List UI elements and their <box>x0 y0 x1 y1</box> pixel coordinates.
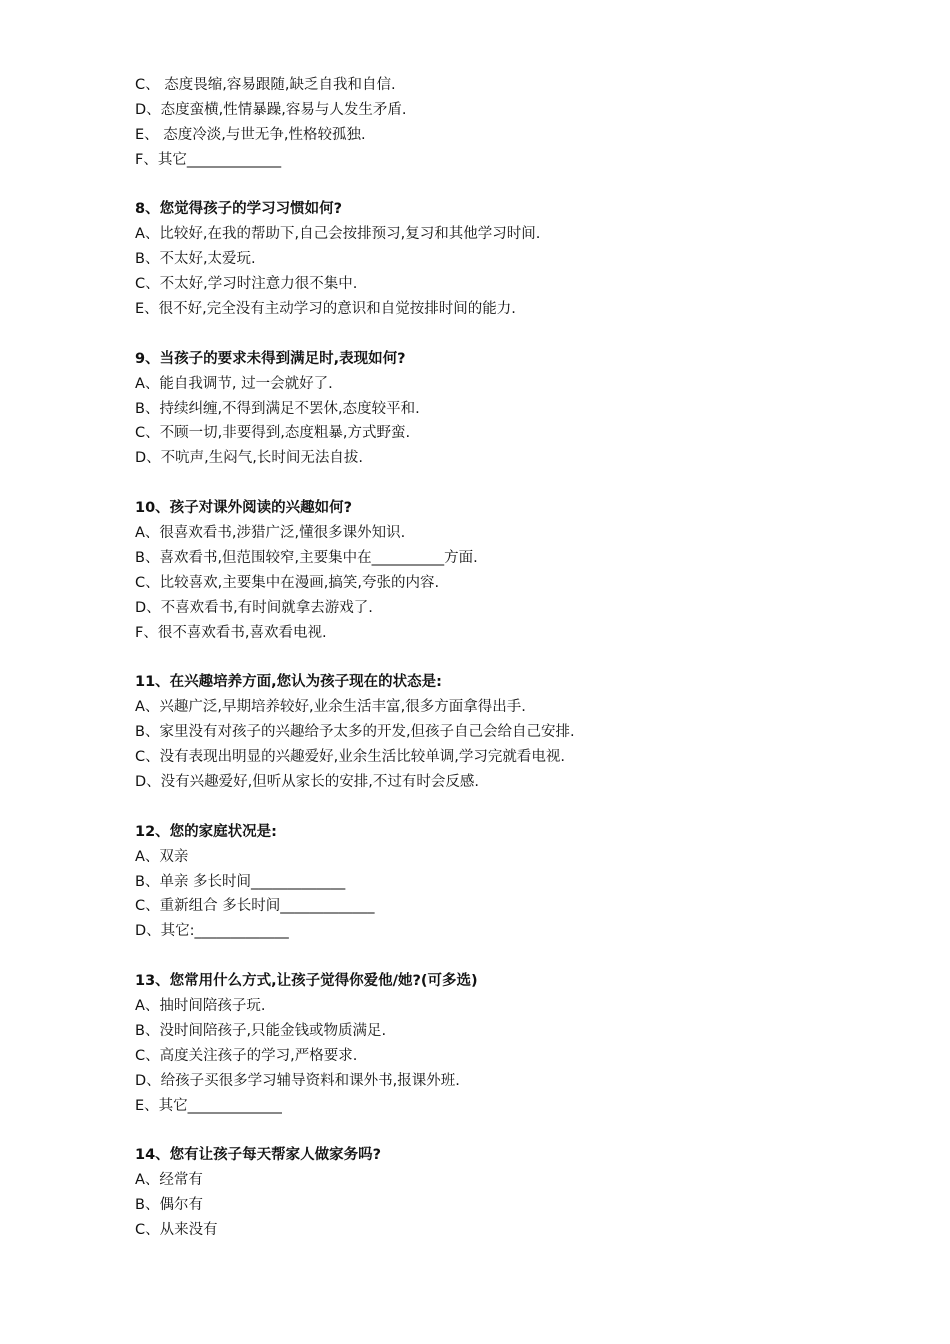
answer-option: B、家里没有对孩子的兴趣给予太多的开发,但孩子自己会给自己安排. <box>135 724 575 741</box>
answer-option: C、重新组合 多长时间_____________ <box>135 898 375 915</box>
answer-option: C、不太好,学习时注意力很不集中. <box>135 276 358 293</box>
answer-option: C、没有表现出明显的兴趣爱好,业余生活比较单调,学习完就看电视. <box>135 749 565 766</box>
section-gap <box>135 645 855 670</box>
answer-option: D、不喜欢看书,有时间就拿去游戏了. <box>135 599 373 616</box>
answer-option: B、持续纠缠,不得到满足不罢休,态度较平和. <box>135 400 420 417</box>
section-gap <box>135 173 855 198</box>
answer-option: C、高度关注孩子的学习,严格要求. <box>135 1047 358 1064</box>
answer-option: C、 态度畏缩,容易跟随,缺乏自我和自信. <box>135 77 396 93</box>
answer-option: D、没有兴趣爱好,但听从家长的安排,不过有时会反感. <box>135 773 479 790</box>
answer-option: E、很不好,完全没有主动学习的意识和自觉按排时间的能力. <box>135 301 516 318</box>
answer-option: B、不太好,太爱玩. <box>135 251 256 268</box>
question-title: 8、您觉得孩子的学习习惯如何? <box>135 201 342 218</box>
answer-option: A、很喜欢看书,涉猎广泛,懂很多课外知识. <box>135 525 406 542</box>
section-gap <box>135 322 855 347</box>
answer-option: B、没时间陪孩子,只能金钱或物质满足. <box>135 1022 387 1039</box>
answer-option: C、不顾一切,非要得到,态度粗暴,方式野蛮. <box>135 425 411 442</box>
answer-option: C、从来没有 <box>135 1221 218 1238</box>
answer-option: F、很不喜欢看书,喜欢看电视. <box>135 624 327 641</box>
answer-option: A、能自我调节, 过一会就好了. <box>135 375 333 392</box>
answer-option: E、其它_____________ <box>135 1097 282 1114</box>
question-title: 9、当孩子的要求未得到满足时,表现如何? <box>135 350 406 367</box>
answer-option: D、不吭声,生闷气,长时间无法自拔. <box>135 450 363 467</box>
answer-option: A、双亲 <box>135 848 189 865</box>
answer-option: B、喜欢看书,但范围较窄,主要集中在__________方面. <box>135 549 478 566</box>
answer-option: A、抽时间陪孩子玩. <box>135 997 266 1014</box>
answer-option: D、其它:_____________ <box>135 923 289 940</box>
section-gap <box>135 944 855 969</box>
answer-option: D、给孩子买很多学习辅导资料和课外书,报课外班. <box>135 1072 460 1089</box>
answer-option: B、单亲 多长时间_____________ <box>135 873 346 890</box>
section-gap <box>135 795 855 820</box>
answer-option: E、 态度冷淡,与世无争,性格较孤独. <box>135 126 366 143</box>
answer-option: A、兴趣广泛,早期培养较好,业余生活丰富,很多方面拿得出手. <box>135 699 526 716</box>
question-title: 14、您有让孩子每天帮家人做家务吗? <box>135 1147 382 1164</box>
answer-option: C、比较喜欢,主要集中在漫画,搞笑,夸张的内容. <box>135 574 440 591</box>
section-gap <box>135 471 855 496</box>
questionnaire-body <box>135 73 855 1243</box>
question-title: 12、您的家庭状况是: <box>135 823 277 840</box>
answer-option: A、比较好,在我的帮助下,自己会按排预习,复习和其他学习时间. <box>135 226 541 243</box>
answer-option: F、其它_____________ <box>135 151 282 168</box>
answer-option: D、态度蛮横,性情暴躁,容易与人发生矛盾. <box>135 101 407 118</box>
section-gap <box>135 1118 855 1143</box>
answer-option: B、偶尔有 <box>135 1197 203 1214</box>
question-title: 11、在兴趣培养方面,您认为孩子现在的状态是: <box>135 674 442 691</box>
question-title: 10、孩子对课外阅读的兴趣如何? <box>135 500 353 517</box>
question-title: 13、您常用什么方式,让孩子觉得你爱他/她?(可多选) <box>135 973 478 990</box>
answer-option: A、经常有 <box>135 1172 203 1189</box>
